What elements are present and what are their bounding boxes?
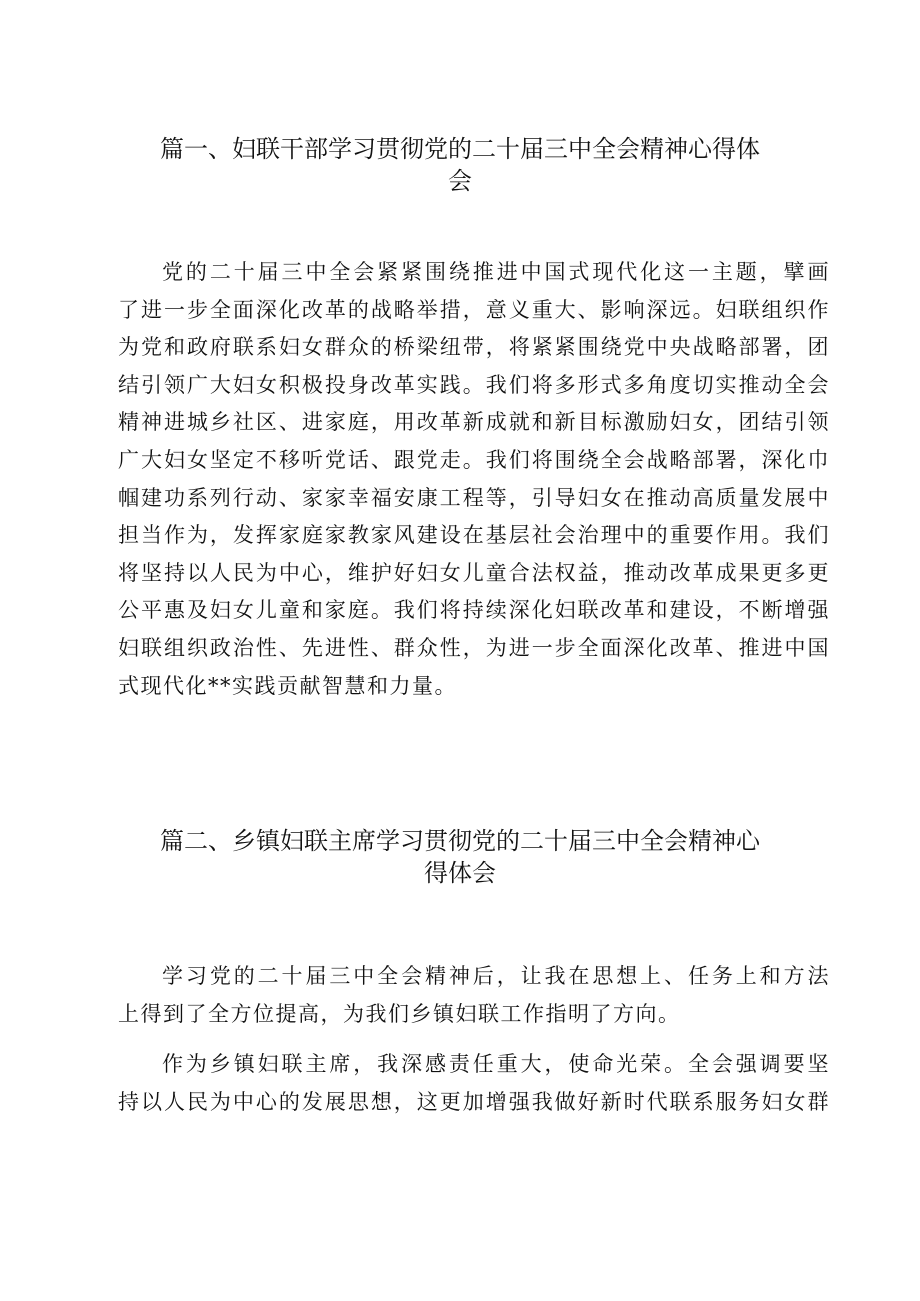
paragraph-line: 结引领广大妇女积极投身改革实践。我们将多形式多角度切实推动全会 bbox=[118, 372, 830, 397]
section2-title-line2: 得体会 bbox=[424, 859, 496, 887]
paragraph-line: 作为乡镇妇联主席，我深感责任重大，使命光荣。全会强调要坚 bbox=[162, 1052, 830, 1076]
paragraph-line: 公平惠及妇女儿童和家庭。我们将持续深化妇联改革和建设，不断增强 bbox=[118, 598, 830, 623]
section1-paragraph bbox=[118, 254, 830, 705]
paragraph-line: 为党和政府联系妇女群众的桥梁纽带，将紧紧围绕党中央战略部署，团 bbox=[118, 335, 830, 360]
paragraph-line: 持以人民为中心的发展思想，这更加增强我做好新时代联系服务妇女群 bbox=[118, 1089, 830, 1114]
section2-paragraph1 bbox=[118, 958, 830, 1033]
paragraph-line: 担当作为，发挥家庭家教家风建设在基层社会治理中的重要作用。我们 bbox=[118, 523, 830, 548]
section1-title bbox=[0, 133, 920, 197]
paragraph-line: 精神进城乡社区、进家庭，用改革新成就和新目标激励妇女，团结引领 bbox=[118, 410, 830, 435]
paragraph-line: 广大妇女坚定不移听党话、跟党走。我们将围绕全会战略部署，深化巾 bbox=[118, 447, 830, 472]
paragraph-line: 妇联组织政治性、先进性、群众性，为进一步全面深化改革、推进中国 bbox=[118, 635, 830, 660]
paragraph-line: 党的二十届三中全会紧紧围绕推进中国式现代化这一主题，擘画 bbox=[162, 260, 830, 284]
section2-title bbox=[0, 825, 920, 889]
paragraph-line: 学习党的二十届三中全会精神后，让我在思想上、任务上和方法 bbox=[162, 964, 830, 988]
paragraph-line: 帼建功系列行动、家家幸福安康工程等，引导妇女在推动高质量发展中 bbox=[118, 485, 830, 510]
paragraph-line: 上得到了全方位提高，为我们乡镇妇联工作指明了方向。 bbox=[118, 1001, 681, 1026]
section1-title-line2: 会 bbox=[448, 167, 472, 195]
paragraph-line: 将坚持以人民为中心，维护好妇女儿童合法权益，推动改革成果更多更 bbox=[118, 560, 830, 585]
section2-paragraph2 bbox=[118, 1046, 830, 1121]
section1-title-line1: 篇一、妇联干部学习贯彻党的二十届三中全会精神心得体 bbox=[160, 135, 760, 163]
paragraph-line: 式现代化**实践贡献智慧和力量。 bbox=[118, 673, 457, 698]
section2-title-line1: 篇二、乡镇妇联主席学习贯彻党的二十届三中全会精神心 bbox=[160, 827, 760, 855]
paragraph-line: 了进一步全面深化改革的战略举措，意义重大、影响深远。妇联组织作 bbox=[118, 297, 830, 322]
